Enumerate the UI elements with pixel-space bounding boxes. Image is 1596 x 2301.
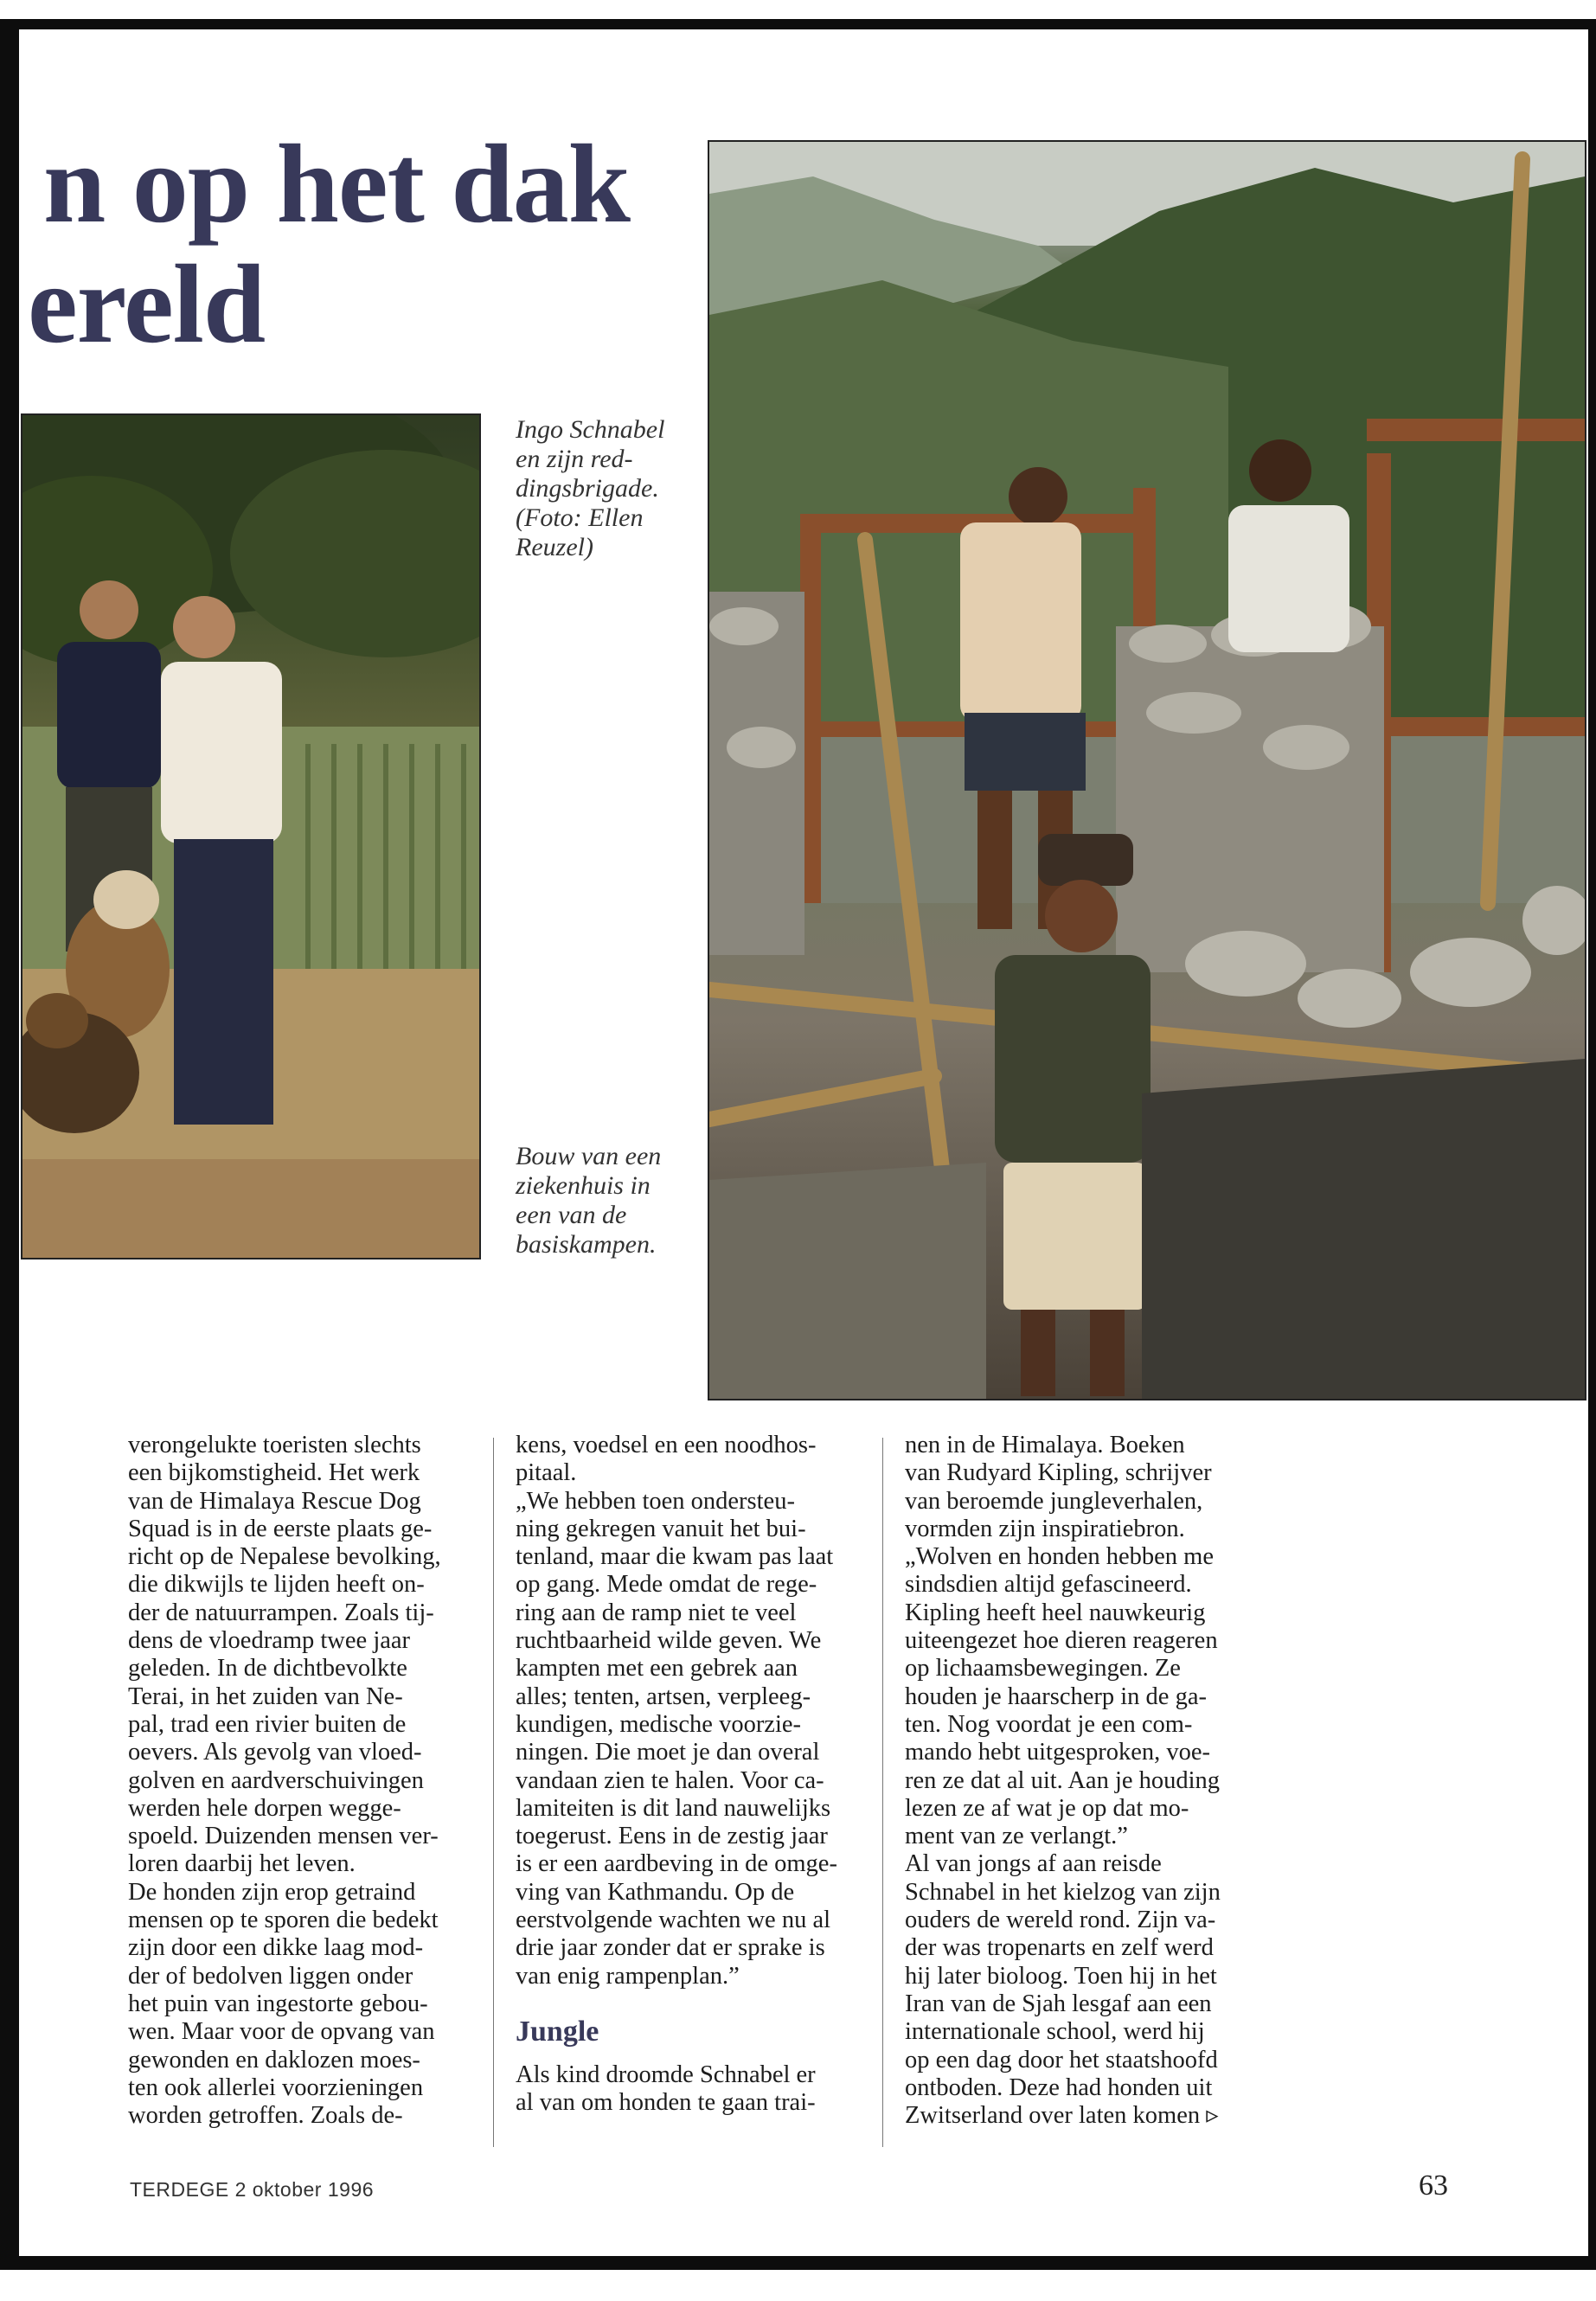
page-border-right <box>1588 19 1596 2268</box>
photo-hospital-construction-illustration <box>709 142 1585 1399</box>
page-border-left <box>0 19 19 2268</box>
article-column-2-text-part1: kens, voedsel en een noodhos- pitaal. „We hebben toen ondersteu- ning gekregen vanuit het bui- tenland, maar die kwam pas laat op gang. Mede omdat de rege- ring aan de ramp niet te veel ruchtbaarheid wilde geven. We kampten met een gebrek aan alles; tenten, artsen, verpleeg- kundigen, medische voorzie- ningen. Die moet je dan overal vandaan zien te halen. Voor ca- lamiteiten is dit land nauwelijks toegerust. Eens in de zestig jaar is er een aardbeving in de omge- ving van Kathmandu. Op de eerstvolgende wachten we nu al drie jaar zonder dat er sprake is van enig rampenplan.” <box>516 1432 837 1990</box>
column-rule-1 <box>493 1438 494 2147</box>
page-border-top <box>0 19 1596 29</box>
article-column-2 <box>516 1432 853 2118</box>
photo-hospital-construction <box>708 140 1586 1400</box>
article-column-3 <box>905 1432 1242 2130</box>
page-number: 63 <box>1419 2170 1448 2202</box>
article-column-2-text-part2: Als kind droomde Schnabel er al van om honden te gaan trai- <box>516 2061 816 2117</box>
caption-rescue-team: Ingo Schnabel en zijn red- dingsbrigade. (Foto: Ellen Reuzel) <box>516 415 665 561</box>
caption-hospital-construction: Bouw van een ziekenhuis in een van de basiskampen. <box>516 1142 662 1259</box>
footer-publication: TERDEGE 2 oktober 1996 <box>130 2178 375 2201</box>
article-column-1 <box>128 1432 465 2130</box>
article-column-1-text: verongelukte toeristen slechts een bijkomstigheid. Het werk van de Himalaya Rescue Dog Squad is in de eerste plaats ge- richt op de Nepalese bevolking, die dikwijls te lijden heeft on- der de natuurrampen. Zoals tij- dens de vloedramp twee jaar geleden. In de dichtbevolkte Terai, in het zuiden van Ne- pal, trad een rivier buiten de oevers. Als gevolg van vloed- golven en aardverschuivingen werden hele dorpen wegge- spoeld. Duizenden mensen ver- loren daarbij het leven. De honden zijn erop getraind mensen op te sporen die bedekt zijn door een dikke laag mod- der of bedolven liggen onder het puin van ingestorte gebou- wen. Maar voor de opvang van gewonden en daklozen moes- ten ook allerlei voorzieningen worden getroffen. Zoals de- <box>128 1432 441 2130</box>
headline-line-1: n op het dak <box>43 122 630 247</box>
headline-line-2: ereld <box>28 242 266 367</box>
section-heading-jungle: Jungle <box>516 2015 599 2048</box>
article-column-3-text: nen in de Himalaya. Boeken van Rudyard Kipling, schrijver van beroemde jungleverhalen, vormden zijn inspiratiebron. „Wolven en honden hebben me sindsdien altijd gefascineerd. Kipling heeft heel nauwkeurig uiteengezet hoe dieren reageren op lichaamsbewegingen. Ze houden je haarscherp in de ga- ten. Nog voordat je een com- mando hebt uitgesproken, voe- ren ze dat al uit. Aan je houding lezen ze af wat je op dat mo- ment van ze verlangt.” Al van jongs af aan reisde Schnabel in het kielzog van zijn ouders de wereld rond. Zijn va- der was tropenarts en zelf werd hij later bioloog. Toen hij in het Iran van de Sjah lesgaf aan een internationale school, werd hij op een dag door het staatshoofd ontboden. Deze had honden uit Zwitserland over laten komen ▹ <box>905 1432 1221 2130</box>
column-rule-2 <box>882 1438 883 2147</box>
page-border-bottom <box>0 2256 1596 2270</box>
photo-rescue-team <box>21 413 481 1259</box>
photo-rescue-team-illustration <box>22 415 479 1258</box>
